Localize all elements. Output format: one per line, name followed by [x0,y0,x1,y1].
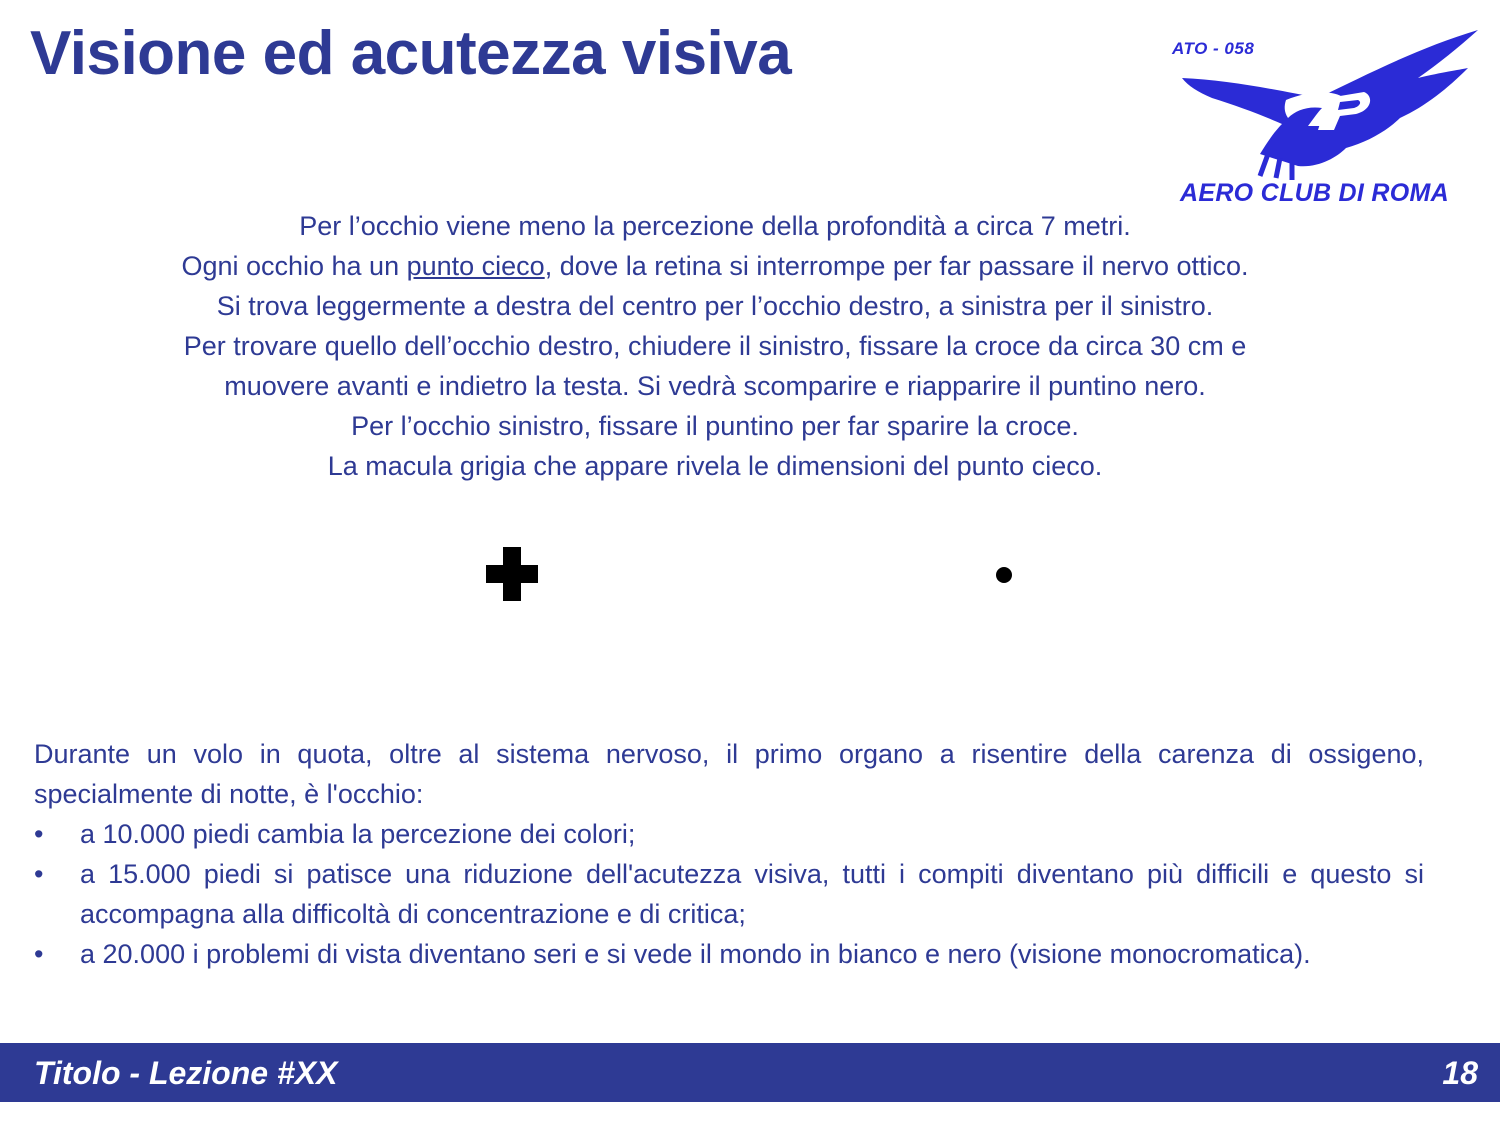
intro-text [30,206,1400,486]
logo-ato-code: ATO - 058 [1172,39,1255,58]
altitude-effects-list [34,814,1424,974]
intro-line-part: Ogni occhio ha un [181,251,407,281]
list-item-text: a 20.000 i problemi di vista diventano seri e si vede il mondo in bianco e nero (visione monocromatica). [80,939,1311,969]
slide-title: Visione ed acutezza visiva [30,19,792,88]
footer-bar [0,1043,1500,1102]
logo-club-name: AERO CLUB DI ROMA [1180,179,1449,207]
intro-line: Si trova leggermente a destra del centro per l’occhio destro, a sinistra per il sinistro. [216,291,1214,321]
intro-line: Per trovare quello dell’occhio destro, chiudere il sinistro, fissare la croce da circa 30 cm e [183,331,1247,361]
list-item [34,814,1424,854]
bullet-icon: • [34,939,44,969]
list-item [34,854,1424,934]
bullet-icon: • [34,819,44,849]
intro-line: muovere avanti e indietro la testa. Si vedrà scomparire e riapparire il puntino nero. [224,371,1206,401]
intro-line-part: , dove la retina si interrompe per far passare il nervo ottico. [544,251,1249,281]
list-item [34,934,1424,974]
intro-line: Per l’occhio viene meno la percezione della profondità a circa 7 metri. [299,211,1131,241]
footer-title: Titolo - Lezione #XX [34,1055,338,1091]
list-item-text: a 15.000 piedi si patisce una riduzione dell'acutezza visiva, tutti i compiti diventano più difficili e questo si accompagna alla difficoltà di concentrazione e di critica; [80,859,1424,929]
altitude-paragraph: Durante un volo in quota, oltre al sistema nervoso, il primo organo a risentire della carenza di ossigeno, specialmente di notte, è l'occhio: [34,739,1424,809]
aero-club-logo [1168,26,1480,210]
altitude-vision-text [34,734,1424,974]
blind-spot-term: punto cieco [406,251,545,281]
page-number: 18 [1442,1055,1478,1091]
bullet-icon: • [34,859,44,889]
cross-icon [486,547,538,601]
intro-line: La macula grigia che appare rivela le dimensioni del punto cieco. [327,451,1103,481]
intro-line: Per l’occhio sinistro, fissare il puntino per far sparire la croce. [351,411,1079,441]
dot-icon [995,566,1013,584]
list-item-text: a 10.000 piedi cambia la percezione dei colori; [80,819,636,849]
intro-line [30,246,1400,286]
